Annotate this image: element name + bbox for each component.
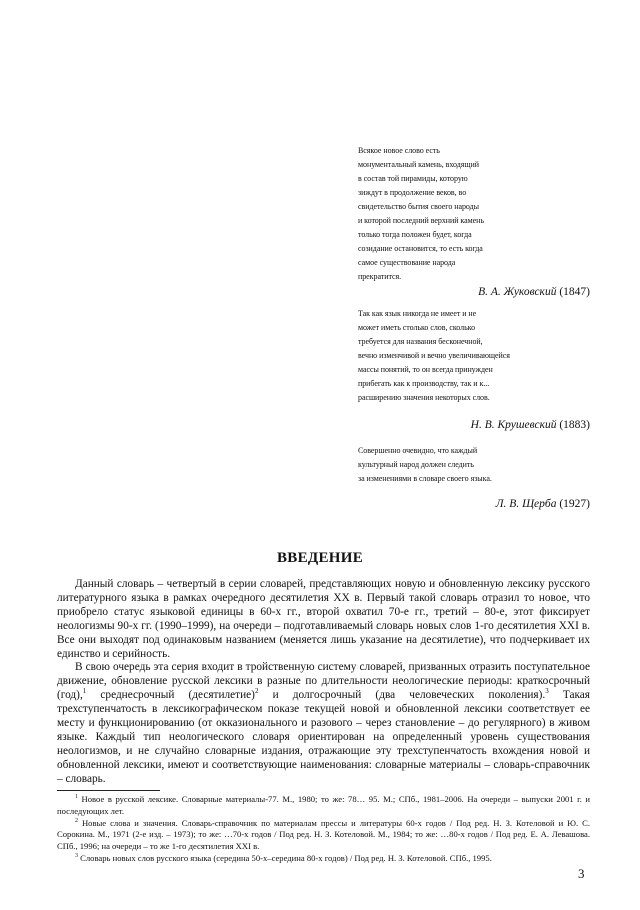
epigraph-line: и которой последний верхний камень — [358, 216, 484, 225]
epigraph-zhukovsky — [358, 144, 590, 298]
section-heading: ВВЕДЕНИЕ — [276, 550, 364, 566]
footnote-text: Новое в русской лексике. Словарные материалы-77. М., 1980; то же: 78… 95. М.; СПб., 1981–2006. На очереди – выпуски 2001 г. и последующих лет. — [57, 794, 590, 816]
epigraph-line: свидетельство бытия своего народы — [358, 202, 479, 211]
epigraph-line: в состав той пирамиды, которую — [358, 174, 468, 183]
epigraph-line: только тогда положен будет, когда — [358, 230, 472, 239]
epigraph-line: Совершенно очевидно, что каждый — [358, 446, 478, 455]
author-name: В. А. Жуковский — [478, 286, 557, 298]
epigraph-author — [358, 498, 590, 510]
epigraph-line: прибегать как к производству, так и к... — [358, 379, 490, 388]
epigraph-author — [358, 286, 590, 298]
epigraph-line: зиждут в продолжение веков, во — [358, 188, 467, 197]
author-year: (1847) — [559, 286, 590, 298]
author-name: Л. В. Щерба — [495, 498, 557, 510]
epigraph-line: созидание остановится, то есть когда — [358, 244, 483, 253]
epigraph-line: вечно изменчивой и вечно увеличивающейся — [358, 351, 510, 360]
epigraph-line: массы понятий, то он всегда принужден — [358, 365, 493, 374]
footnote-number: 2 — [75, 817, 78, 824]
author-year: (1883) — [559, 419, 590, 431]
epigraph-line: может иметь столько слов, сколько — [358, 323, 476, 332]
epigraph-text — [358, 444, 590, 486]
footnote-number: 1 — [75, 794, 78, 801]
epigraph-text — [358, 144, 590, 284]
footnote-ref: 3 — [545, 687, 549, 696]
epigraph-text — [358, 307, 590, 405]
epigraph-line: монументальный камень, входящий — [358, 160, 479, 169]
author-name: Н. В. Крушевский — [470, 419, 557, 431]
footnote-ref: 2 — [254, 687, 259, 696]
paragraph: Данный словарь – четвертый в серии словарей, представляющих новую и обновленную лексику русского литературного языка в рамках очередного десятилетия XX в. Первый такой словарь отразил то новое, что приобрело статус языковой единицы в 60-х гг., второй охватил 70-е гг., третий – 80-е, этот фиксирует неологизмы 90-х гг. (1990–1999), на очереди – подготавливаемый словарь новых слов 1-го десятилетия XXI в. Все они выходят под одинаковым названием (меняется лишь указание на десятилетие), что подчеркивает их единство и серийность. — [57, 578, 590, 660]
paragraph: В свою очередь эта серия входит в тройственную систему словарей, призванных отразить поступательное движение, обновление русской лексики в разные по длительности неологические периоды: краткосрочный (год),$^1$ среднесрочный (десятилетие)$^2$ и долгосрочный (два человеческих поколения).$^3$ Такая трехступенчатость в лексикографическом показе текущей новой и обновленной лексики соответствует ее месту и функционированию (от окказионального и разового – через становление – до регулярного) в живом языке. Каждый тип неологического словаря ориентирован на определенный уровень существования неологизмов, и не случайно словарные издания, отражающие эту трехступенчатость вхождения новой и обновленной лексики, имеют и соответствующие наименования: словарные материалы – словарь-справочник – словарь. — [57, 661, 590, 785]
footnote-text: Словарь новых слов русского языка (середина 50-х–середина 80-х годов) / Под ред. Н. З. Котеловой. СПб., 1995. — [78, 852, 492, 863]
footnote-divider — [57, 790, 160, 791]
body-text — [57, 578, 590, 787]
footnotes — [57, 794, 590, 865]
epigraph-line: культурный народ должен следить — [358, 460, 474, 469]
footnote — [57, 853, 590, 865]
footnote-ref: 1 — [82, 687, 87, 696]
epigraph-line: требуется для названия бесконечной, — [358, 337, 483, 346]
epigraph-line: самое существование народа — [358, 258, 456, 267]
author-year: (1927) — [559, 498, 590, 510]
footnote — [57, 818, 590, 853]
epigraph-line: прекратится. — [358, 272, 402, 281]
footnote-number: 3 — [75, 853, 78, 860]
epigraph-shcherba — [358, 444, 590, 510]
epigraph-line: Так как язык никогда не имеет и не — [358, 309, 477, 318]
epigraph-line: Всякое новое слово есть — [358, 146, 440, 155]
page-number: 3 — [578, 866, 585, 881]
epigraph-line: за изменениями в словаре своего языка. — [358, 474, 492, 483]
epigraph-author — [358, 419, 590, 431]
footnote — [57, 794, 590, 818]
epigraph-line: расширению значения некоторых слов. — [358, 393, 490, 402]
footnote-text: Новые слова и значения. Словарь-справочник по материалам прессы и литературы 60-х годов / Под ред. Н. З. Котеловой и Ю. С. Сорокина. М., 1971 (2-е изд. – 1973); то же: …70-х годов / Под ред. Н. З. Котеловой. М., 1984; то же: …80-х годов / Под ред. Е. А. Левашова. СПб., 1996; на очереди – то же 1-го десятилетия XXI в. — [57, 817, 590, 852]
epigraph-krushevsky — [358, 307, 590, 431]
